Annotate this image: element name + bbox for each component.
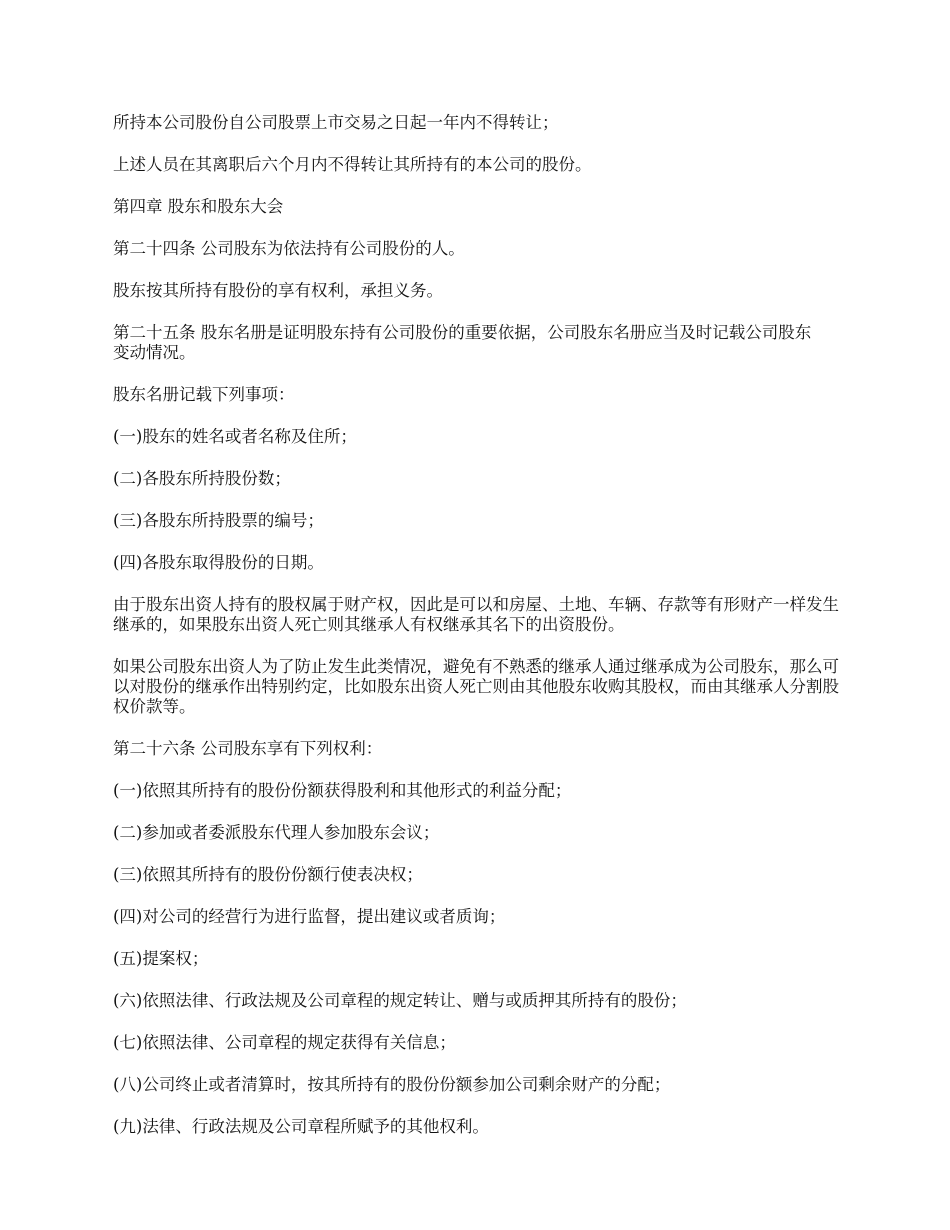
paragraph: 股东名册记载下列事项： — [113, 385, 295, 404]
article-heading: 第二十六条 公司股东享有下列权利： — [113, 739, 383, 758]
list-item: (四)各股东取得股份的日期。 — [113, 553, 324, 572]
document-page — [113, 113, 855, 1159]
list-item: (七)依照法律、公司章程的规定获得有关信息； — [113, 1033, 456, 1052]
list-item: (六)依照法律、行政法规及公司章程的规定转让、赠与或质押其所持有的股份； — [113, 991, 687, 1010]
chapter-heading: 第四章 股东和股东大会 — [113, 197, 284, 216]
list-item: (三)依照其所持有的股份份额行使表决权； — [113, 865, 423, 884]
list-item: (九)法律、行政法规及公司章程所赋予的其他权利。 — [113, 1117, 489, 1136]
paragraph: 由于股东出资人持有的股权属于财产权，因此是可以和房屋、土地、车辆、存款等有形财产一样发生继承的，如果股东出资人死亡则其继承人有权继承其名下的出资股份。 — [113, 595, 839, 634]
list-item: (二)参加或者委派股东代理人参加股东会议； — [113, 823, 440, 842]
paragraph: 所持本公司股份自公司股票上市交易之日起一年内不得转让； — [113, 113, 559, 132]
paragraph: 如果公司股东出资人为了防止发生此类情况，避免有不熟悉的继承人通过继承成为公司股东，那么可以对股份的继承作出特别约定，比如股东出资人死亡则由其他股东收购其股权，而由其继承人分割股权价款等。 — [113, 657, 839, 716]
article-heading: 第二十四条 公司股东为依法持有公司股份的人。 — [113, 239, 465, 258]
list-item: (一)股东的姓名或者名称及住所； — [113, 427, 357, 446]
list-item: (三)各股东所持股票的编号； — [113, 511, 324, 530]
list-item: (一)依照其所持有的股份份额获得股利和其他形式的利益分配； — [113, 781, 572, 800]
article-heading: 第二十五条 股东名册是证明股东持有公司股份的重要依据，公司股东名册应当及时记载公司股东变动情况。 — [113, 323, 812, 362]
list-item: (五)提案权； — [113, 949, 209, 968]
paragraph: 股东按其所持有股份的享有权利，承担义务。 — [113, 281, 443, 300]
list-item: (二)各股东所持股份数； — [113, 469, 291, 488]
list-item: (八)公司终止或者清算时，按其所持有的股份份额参加公司剩余财产的分配； — [113, 1075, 671, 1094]
paragraph: 上述人员在其离职后六个月内不得转让其所持有的本公司的股份。 — [113, 155, 592, 174]
list-item: (四)对公司的经营行为进行监督，提出建议或者质询； — [113, 907, 506, 926]
